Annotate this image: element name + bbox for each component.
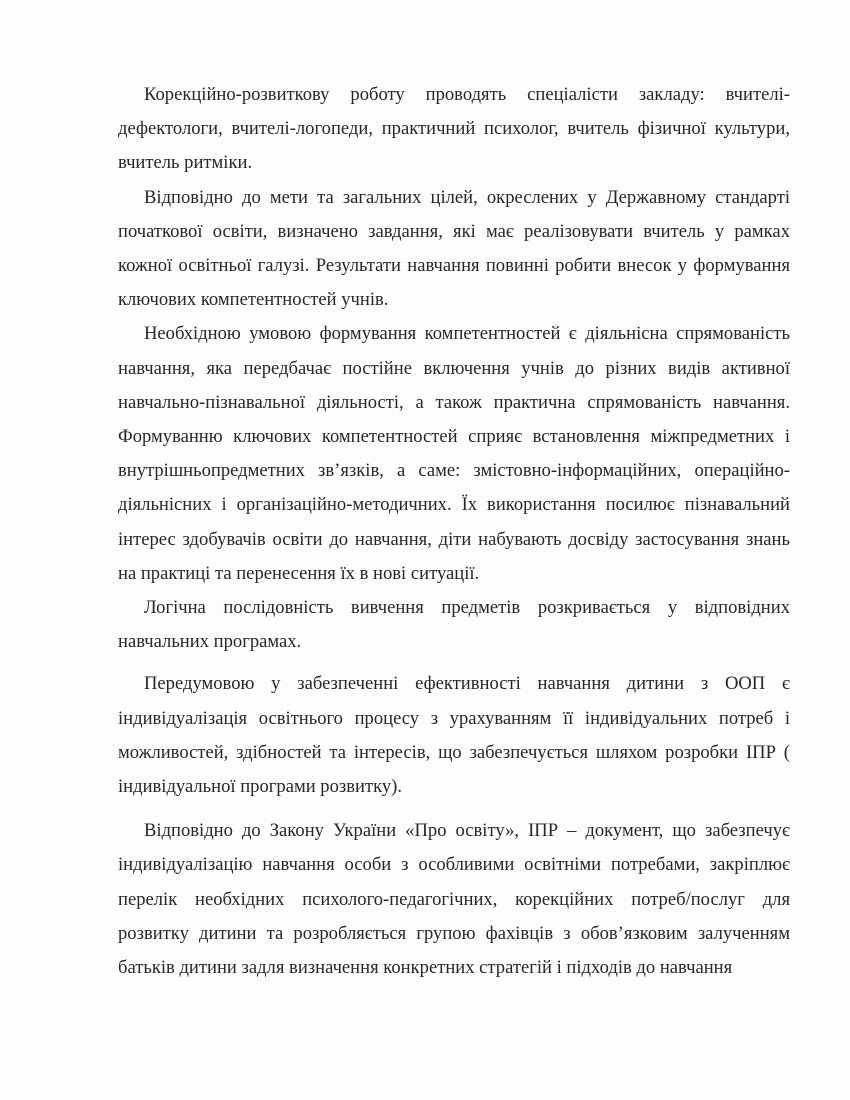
paragraph-competences: Необхідною умовою формування компетентностей є діяльнісна спрямованість навчання, яка передбачає постійне включення учнів до різних видів активної навчально-пізнавальної діяльності, а також практична спрямованість навчання. Формуванню ключових компетентностей сприяє встановлення міжпредметних і внутрішньопредметних зв’язків, а саме: змістовно-інформаційних, операційно-діяльнісних і організаційно-методичних. Їх використання посилює пізнавальний інтерес здобувачів освіти до навчання, діти набувають досвіду застосування знань на практиці та перенесення їх в нові ситуації. xyxy=(118,323,790,584)
paragraph-standard-tasks: Відповідно до мети та загальних цілей, окреслених у Державному стандарті початкової освіти, визначено завдання, які має реалізовувати вчитель у рамках кожної освітньої галузі. Результати навчання повинні робити внесок у формування ключових компетентностей учнів. xyxy=(118,186,790,311)
paragraph-individualization: Передумовою у забезпеченні ефективності навчання дитини з ООП є індивідуалізація освітнього процесу з урахуванням її індивідуальних потреб і можливостей, здібностей та інтересів, що забезпечується шляхом розробки ІПР ( індивідуальної програми розвитку). xyxy=(118,673,790,798)
paragraph-ipr-law: Відповідно до Закону України «Про освіту», ІПР – документ, що забезпечує індивідуалізацію навчання особи з особливими освітніми потребами, закріплює перелік необхідних психолого-педагогічних, корекційних потреб/послуг для розвитку дитини та розробляється групою фахівців з обов’язковим залученням батьків дитини задля визначення конкретних стратегій і підходів до навчання xyxy=(118,820,790,979)
document-body xyxy=(118,78,790,985)
paragraph-logical-sequence: Логічна послідовність вивчення предметів розкривається у відповідних навчальних програмах. xyxy=(118,597,790,653)
paragraph-correctional-staff: Корекційно-розвиткову роботу проводять спеціалісти закладу: вчителі-дефектологи, вчителі-логопеди, практичний психолог, вчитель фізичної культури, вчитель ритміки. xyxy=(118,84,790,174)
